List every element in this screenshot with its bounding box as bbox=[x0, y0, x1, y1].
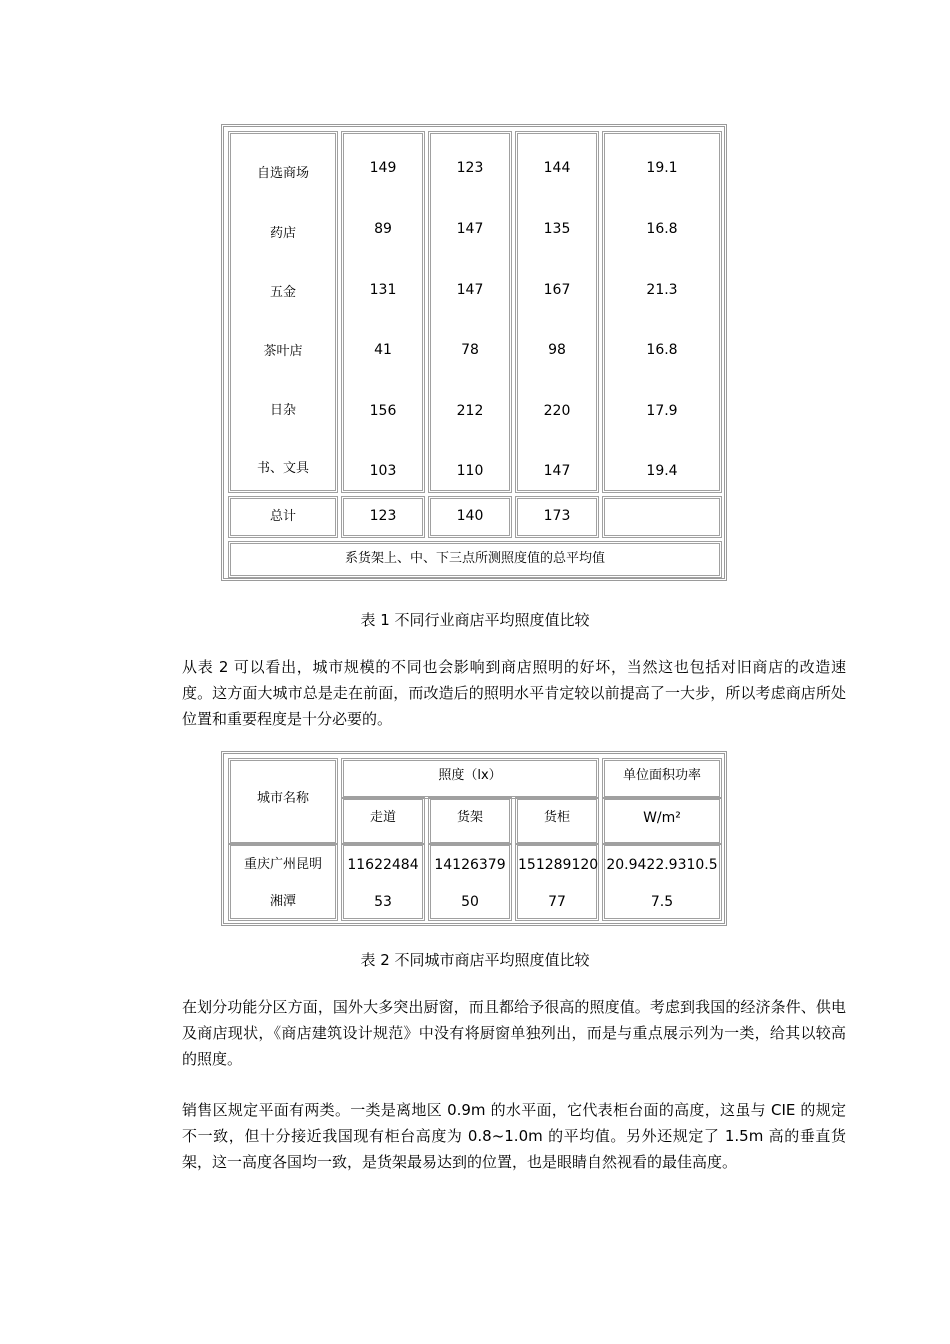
table2-aisle-column bbox=[341, 843, 425, 921]
table1-cell: 220 bbox=[543, 403, 571, 419]
table1-cell: 156 bbox=[369, 403, 397, 419]
table1-cell: 19.1 bbox=[646, 160, 678, 176]
table1-cell: 17.9 bbox=[646, 403, 678, 419]
table2-cell: 11622484 bbox=[347, 857, 419, 873]
table2-subheader-counter bbox=[515, 797, 599, 845]
table1-col-2 bbox=[428, 131, 512, 493]
table1-cell: 98 bbox=[548, 342, 566, 358]
table2-cell: 湘潭 bbox=[269, 894, 296, 909]
table1-cell: 110 bbox=[456, 463, 484, 479]
table1-col-4 bbox=[602, 131, 722, 493]
table1-cell: 135 bbox=[543, 221, 571, 237]
table1-cell: 147 bbox=[543, 463, 571, 479]
table2-cell: 7.5 bbox=[650, 894, 674, 910]
table1-cell: 131 bbox=[369, 282, 397, 298]
table1-total-4 bbox=[602, 496, 722, 538]
table2-caption: 表 2 不同城市商店平均照度值比较 bbox=[360, 951, 590, 969]
table1-total-1 bbox=[341, 496, 425, 538]
table2-cell: 50 bbox=[461, 894, 479, 910]
table-2 bbox=[221, 751, 727, 926]
table1-cell: 78 bbox=[461, 342, 479, 358]
table1-cell: 140 bbox=[456, 508, 484, 524]
table1-note-text: 系货架上、中、下三点所测照度值的总平均值 bbox=[344, 551, 605, 566]
table2-cell: 走道 bbox=[369, 810, 396, 825]
table1-cell: 21.3 bbox=[646, 282, 678, 298]
table2-shelf-column bbox=[428, 843, 512, 921]
table1-name-column bbox=[228, 131, 338, 493]
table1-cell: 16.8 bbox=[646, 221, 678, 237]
table2-cell: 77 bbox=[548, 894, 566, 910]
table2-power-column bbox=[602, 843, 722, 921]
table2-cell: 14126379 bbox=[434, 857, 506, 873]
table1-total-3 bbox=[515, 496, 599, 538]
table2-subheader-shelf bbox=[428, 797, 512, 845]
table2-counter-column bbox=[515, 843, 599, 921]
table1-cell: 自选商场 bbox=[256, 166, 309, 181]
table1-cell: 89 bbox=[374, 221, 392, 237]
table-1 bbox=[221, 124, 727, 581]
table2-subheader-unit bbox=[602, 797, 722, 845]
table1-cell: 41 bbox=[374, 342, 392, 358]
table2-city-header bbox=[228, 758, 338, 845]
table2-cell: 53 bbox=[374, 894, 392, 910]
table1-cell: 日杂 bbox=[269, 403, 296, 418]
table1-cell: 五金 bbox=[269, 285, 296, 300]
table1-cell: 书、文具 bbox=[256, 461, 309, 476]
table2-cell: 20.9422.9310.5 bbox=[606, 857, 718, 873]
paragraph: 从表 2 可以看出，城市规模的不同也会影响到商店照明的好坏，当然这也包括对旧商店的改造速度。这方面大城市总是走在前面，而改造后的照明水平肯定较以前提高了一大步，所以考虑商店所处位置和重要程度是十分必要的。 bbox=[182, 658, 846, 728]
table1-cell: 药店 bbox=[269, 226, 296, 241]
table1-total-label bbox=[228, 496, 338, 538]
table1-note bbox=[228, 541, 722, 578]
table1-cell: 19.4 bbox=[646, 463, 678, 479]
table1-cell: 16.8 bbox=[646, 342, 678, 358]
table1-col-3 bbox=[515, 131, 599, 493]
paragraph: 销售区规定平面有两类。一类是离地区 0.9m 的水平面，它代表柜台面的高度，这虽与 CIE 的规定不一致，但十分接近我国现有柜台高度为 0.8~1.0m 的平均值。另外还规定了 1.5m 高的垂直货架，这一高度各国均一致，是货架最易达到的位置，也是眼睛自然视看的最佳高度。 bbox=[182, 1101, 846, 1171]
table1-cell: 123 bbox=[456, 160, 484, 176]
table2-power-header bbox=[602, 758, 722, 799]
table2-cell: W/m² bbox=[643, 810, 681, 826]
table2-cell: 货架 bbox=[456, 810, 483, 825]
table1-cell: 167 bbox=[543, 282, 571, 298]
table2-illum-header bbox=[341, 758, 599, 799]
table2-cell: 151289120 bbox=[518, 857, 599, 873]
table1-cell: 总计 bbox=[269, 509, 296, 524]
table1-cell: 173 bbox=[543, 508, 571, 524]
table1-cell: 147 bbox=[456, 282, 484, 298]
table1-cell: 149 bbox=[369, 160, 397, 176]
table2-cell: 照度（lx） bbox=[438, 768, 502, 783]
table1-cell: 103 bbox=[369, 463, 397, 479]
table1-cell: 147 bbox=[456, 221, 484, 237]
table2-cell: 城市名称 bbox=[256, 791, 309, 806]
table1-caption: 表 1 不同行业商店平均照度值比较 bbox=[360, 611, 590, 629]
table1-total-2 bbox=[428, 496, 512, 538]
table1-col-1 bbox=[341, 131, 425, 493]
table2-cell: 重庆广州昆明 bbox=[243, 857, 322, 872]
table2-cell: 货柜 bbox=[543, 810, 570, 825]
table1-cell: 212 bbox=[456, 403, 484, 419]
table1-cell: 144 bbox=[543, 160, 571, 176]
table2-subheader-aisle bbox=[341, 797, 425, 845]
table1-cell: 123 bbox=[369, 508, 397, 524]
table2-cell: 单位面积功率 bbox=[622, 768, 701, 783]
paragraph: 在划分功能分区方面，国外大多突出厨窗，而且都给予很高的照度值。考虑到我国的经济条件、供电及商店现状，《商店建筑设计规范》中没有将厨窗单独列出，而是与重点展示列为一类，给其以较高的照度。 bbox=[182, 998, 846, 1068]
table2-city-column bbox=[228, 843, 338, 921]
table1-cell: 茶叶店 bbox=[263, 344, 303, 359]
